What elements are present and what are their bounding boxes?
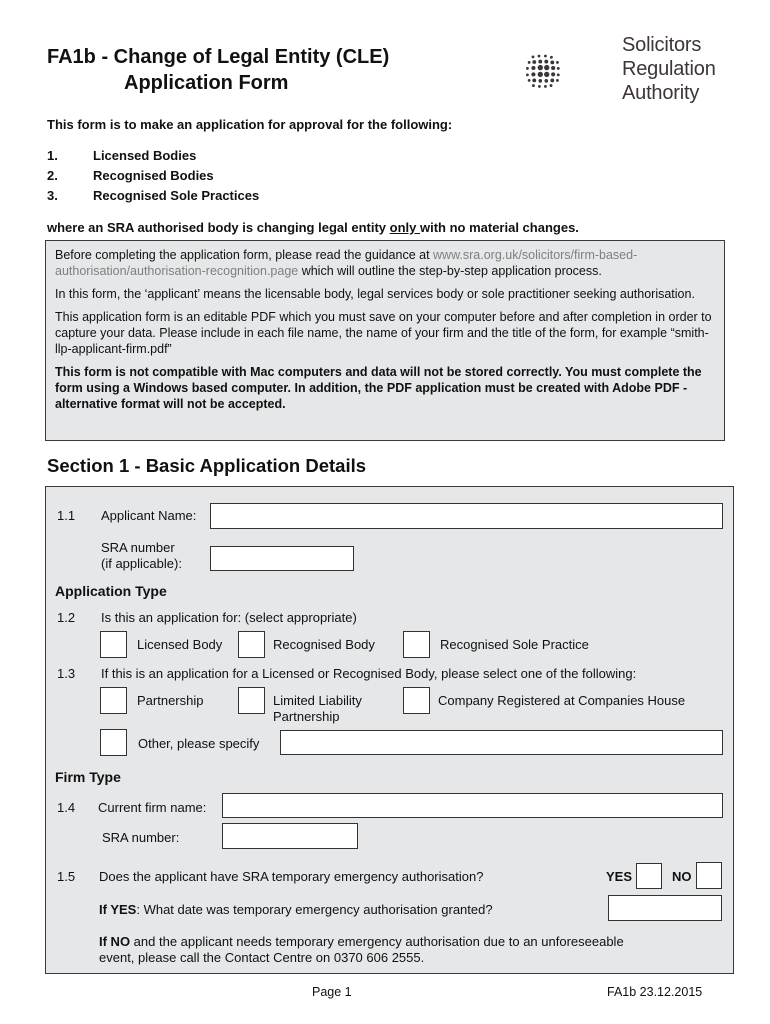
- if-no-text: [99, 934, 624, 966]
- applicant-definition: In this form, the ‘applicant’ means the licensable body, legal services body or sole practitioner seeking authorisation.: [55, 287, 695, 301]
- company-registered-label: Company Registered at Companies House: [438, 693, 686, 708]
- q1-2-number: 1.2: [57, 610, 76, 625]
- company-registered-checkbox[interactable]: [403, 687, 430, 714]
- other-checkbox[interactable]: [100, 729, 127, 756]
- licensed-body-checkbox[interactable]: [100, 631, 127, 658]
- no-label: NO: [672, 869, 692, 884]
- partnership-checkbox[interactable]: [100, 687, 127, 714]
- q1-5-question: Does the applicant have SRA temporary emergency authorisation?: [99, 869, 484, 884]
- scope-emphasis: only: [389, 220, 420, 235]
- guidance-text-end: which will outline the step-by-step application process.: [298, 264, 602, 278]
- list-label: Licensed Bodies: [93, 148, 197, 163]
- yes-label: YES: [606, 869, 633, 884]
- if-yes-rest: : What date was temporary emergency authorisation granted?: [136, 902, 493, 917]
- list-item: [47, 148, 259, 168]
- q1-1-number: 1.1: [57, 508, 76, 523]
- applicant-name-label: Applicant Name:: [101, 508, 197, 523]
- applicant-name-input[interactable]: [210, 503, 723, 529]
- section-1-title: Section 1 - Basic Application Details: [47, 455, 367, 476]
- yes-checkbox[interactable]: [636, 863, 662, 889]
- if-no-rest-line1: and the applicant needs temporary emergency authorisation due to an unforeseeable: [130, 934, 624, 949]
- sra-logo-text: [622, 33, 716, 105]
- llp-label: [273, 693, 362, 725]
- licensed-body-label: Licensed Body: [137, 637, 223, 652]
- list-label: Recognised Bodies: [93, 168, 214, 183]
- application-type-heading: Application Type: [55, 583, 167, 599]
- applicant-type-list: [47, 148, 259, 208]
- if-no-rest-line2: event, please call the Contact Centre on 0370 606 2555.: [99, 950, 425, 965]
- logo-line-regulation: Regulation: [622, 58, 716, 80]
- llp-label-line2: Partnership: [273, 709, 340, 724]
- sra-number-label-line2: (if applicable):: [101, 556, 182, 571]
- scope-text: where an SRA authorised body is changing legal entity: [47, 220, 390, 235]
- q1-3-question: If this is an application for a Licensed or Recognised Body, please select one of the following:: [101, 666, 637, 681]
- current-firm-name-input[interactable]: [222, 793, 723, 818]
- page-number: Page 1: [312, 985, 352, 999]
- q1-2-question: Is this an application for: (select appropriate): [101, 610, 357, 625]
- sra-number-label: [101, 540, 182, 572]
- current-firm-name-label: Current firm name:: [98, 800, 207, 815]
- if-yes-bold: If YES: [99, 902, 137, 917]
- guidance-paragraph: [55, 247, 715, 279]
- recognised-body-label: Recognised Body: [273, 637, 375, 652]
- guidance-notice-box: [45, 240, 725, 441]
- scope-statement: [47, 220, 579, 235]
- authorisation-date-input[interactable]: [608, 895, 722, 921]
- llp-checkbox[interactable]: [238, 687, 265, 714]
- recognised-body-checkbox[interactable]: [238, 631, 265, 658]
- other-specify-input[interactable]: [280, 730, 723, 755]
- save-instructions: This application form is an editable PDF which you must save on your computer before and after completion in order to capture your data. Please include in each file name, the name of your firm and the title of the form, for example “smith-llp-applicant-firm.pdf”: [55, 310, 712, 356]
- list-number: 3.: [47, 188, 58, 203]
- no-checkbox[interactable]: [696, 862, 722, 889]
- list-number: 2.: [47, 168, 58, 183]
- recognised-sole-practice-checkbox[interactable]: [403, 631, 430, 658]
- title-line-2: Application Form: [124, 72, 289, 94]
- sra-number-input[interactable]: [210, 546, 354, 571]
- scope-text-end: with no material changes.: [419, 220, 579, 235]
- form-reference: FA1b 23.12.2015: [607, 985, 703, 999]
- partnership-label: Partnership: [137, 693, 204, 708]
- q1-5-number: 1.5: [57, 869, 76, 884]
- intro-lead: This form is to make an application for approval for the following:: [47, 117, 453, 132]
- if-yes-text: [99, 902, 493, 918]
- sra-dot-pattern-logo-icon: [524, 31, 614, 111]
- page-title: [47, 44, 389, 96]
- guidance-link[interactable]: www.sra.org.uk/solicitors/firm-based-authorisation/authorisation-recognition.page: [55, 248, 638, 278]
- logo-line-solicitors: Solicitors: [622, 34, 702, 56]
- list-label: Recognised Sole Practices: [93, 188, 260, 203]
- list-item: [47, 188, 259, 208]
- list-item: [47, 168, 259, 188]
- if-no-bold: If NO: [99, 934, 131, 949]
- other-label: Other, please specify: [138, 736, 260, 751]
- q1-3-number: 1.3: [57, 666, 76, 681]
- firm-sra-number-input[interactable]: [222, 823, 358, 849]
- list-number: 1.: [47, 148, 58, 163]
- q1-4-number: 1.4: [57, 800, 76, 815]
- compatibility-warning: This form is not compatible with Mac computers and data will not be stored correctly. You must complete the form using a Windows based computer. In addition, the PDF application must be created with Adobe PDF - alternative format will not be accepted.: [55, 365, 702, 411]
- firm-sra-number-label: SRA number:: [102, 830, 180, 845]
- logo-line-authority: Authority: [622, 82, 700, 104]
- title-line-1: FA1b - Change of Legal Entity (CLE): [47, 46, 390, 68]
- recognised-sole-practice-label: Recognised Sole Practice: [440, 637, 589, 652]
- sra-number-label-line1: SRA number: [101, 540, 175, 555]
- llp-label-line1: Limited Liability: [273, 693, 362, 708]
- firm-type-heading: Firm Type: [55, 769, 121, 785]
- guidance-text: Before completing the application form, please read the guidance at: [55, 248, 434, 262]
